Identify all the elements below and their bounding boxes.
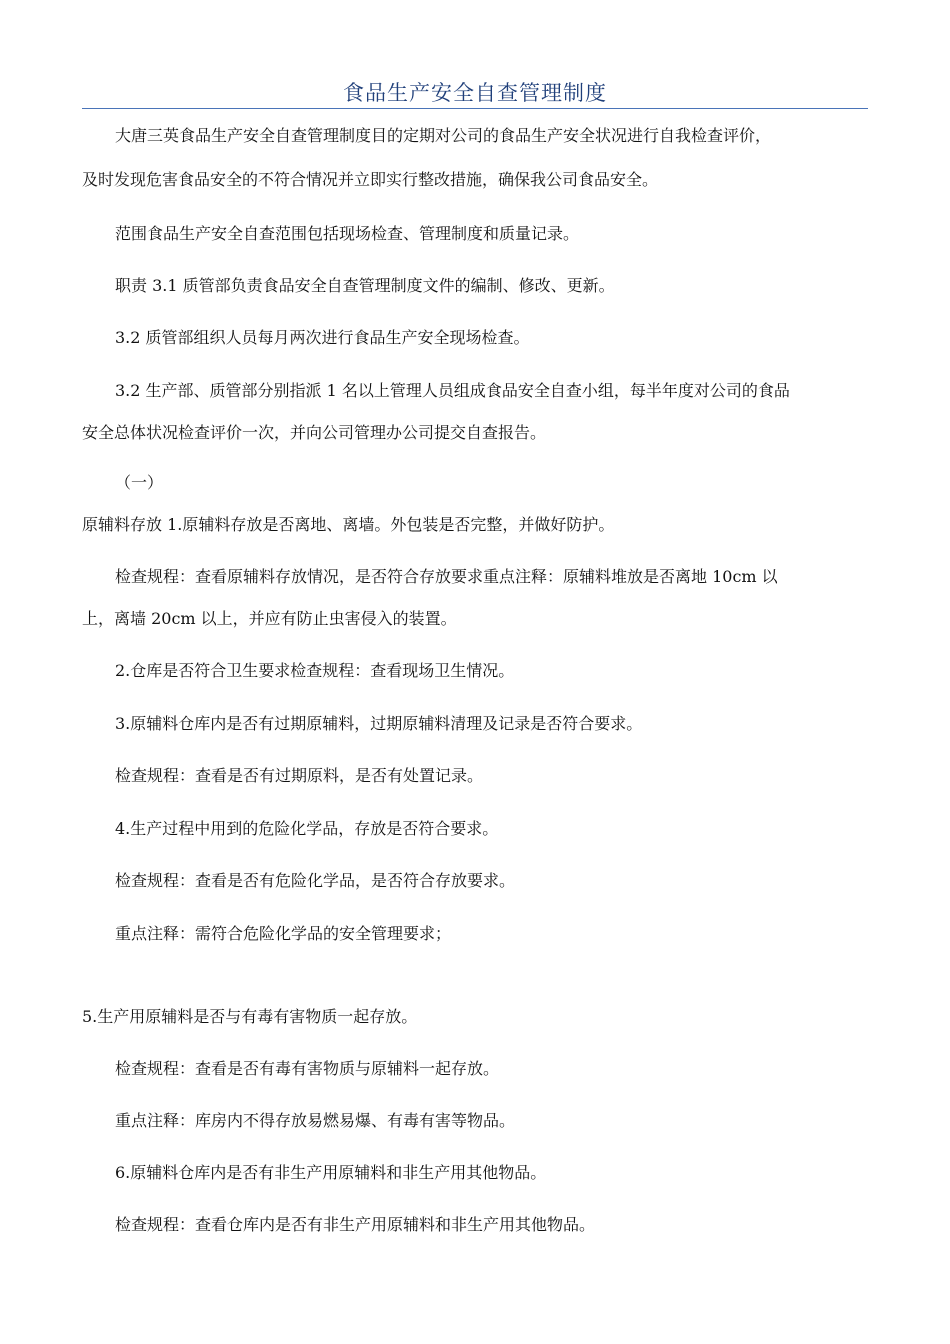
- text-line-duty-3-2b-1: 3.2 生产部、质管部分别指派 1 名以上管理人员组成食品安全自查小组，每半年度对公司的食品: [115, 381, 790, 400]
- text-line-item-2: 2.仓库是否符合卫生要求检查规程：查看现场卫生情况。: [115, 661, 515, 680]
- text-line-duty-3-1: 职责 3.1 质管部负责食品安全自查管理制度文件的编制、修改、更新。: [115, 276, 615, 295]
- document-title: 食品生产安全自查管理制度: [343, 81, 607, 105]
- text-line-purpose-1: 大唐三英食品生产安全自查管理制度目的定期对公司的食品生产安全状况进行自我检查评价，: [115, 126, 772, 145]
- text-line-item-3-rule: 检查规程：查看是否有过期原料，是否有处置记录。: [115, 766, 484, 785]
- text-line-item-5-note: 重点注释：库房内不得存放易燃易爆、有毒有害等物品。: [115, 1111, 516, 1130]
- text-line-item-4-rule: 检查规程：查看是否有危险化学品，是否符合存放要求。: [115, 871, 516, 890]
- text-line-duty-3-2b-2: 安全总体状况检查评价一次，并向公司管理办公司提交自查报告。: [82, 423, 547, 442]
- text-line-item-4-note: 重点注释：需符合危险化学品的安全管理要求；: [115, 924, 452, 943]
- text-line-purpose-2: 及时发现危害食品安全的不符合情况并立即实行整改措施，确保我公司食品安全。: [82, 170, 659, 189]
- title-underline: [82, 108, 868, 109]
- text-line-item-1: 原辅料存放 1.原辅料存放是否离地、离墙。外包装是否完整，并做好防护。: [82, 515, 615, 534]
- text-line-item-6: 6.原辅料仓库内是否有非生产用原辅料和非生产用其他物品。: [115, 1163, 547, 1182]
- text-line-item-5-rule: 检查规程：查看是否有毒有害物质与原辅料一起存放。: [115, 1059, 500, 1078]
- text-line-item-1-rule-1: 检查规程：查看原辅料存放情况，是否符合存放要求重点注释：原辅料堆放是否离地 10cm 以: [115, 567, 778, 586]
- text-line-item-5: 5.生产用原辅料是否与有毒有害物质一起存放。: [82, 1007, 418, 1026]
- text-line-scope: 范围食品生产安全自查范围包括现场检查、管理制度和质量记录。: [115, 224, 580, 243]
- text-line-item-4: 4.生产过程中用到的危险化学品，存放是否符合要求。: [115, 819, 499, 838]
- text-line-item-6-rule: 检查规程：查看仓库内是否有非生产用原辅料和非生产用其他物品。: [115, 1215, 596, 1234]
- section-marker: （一）: [115, 473, 164, 492]
- text-line-item-3: 3.原辅料仓库内是否有过期原辅料，过期原辅料清理及记录是否符合要求。: [115, 714, 643, 733]
- text-line-duty-3-2a: 3.2 质管部组织人员每月两次进行食品生产安全现场检查。: [115, 328, 530, 347]
- text-line-item-1-rule-2: 上，离墙 20cm 以上，并应有防止虫害侵入的装置。: [82, 609, 457, 628]
